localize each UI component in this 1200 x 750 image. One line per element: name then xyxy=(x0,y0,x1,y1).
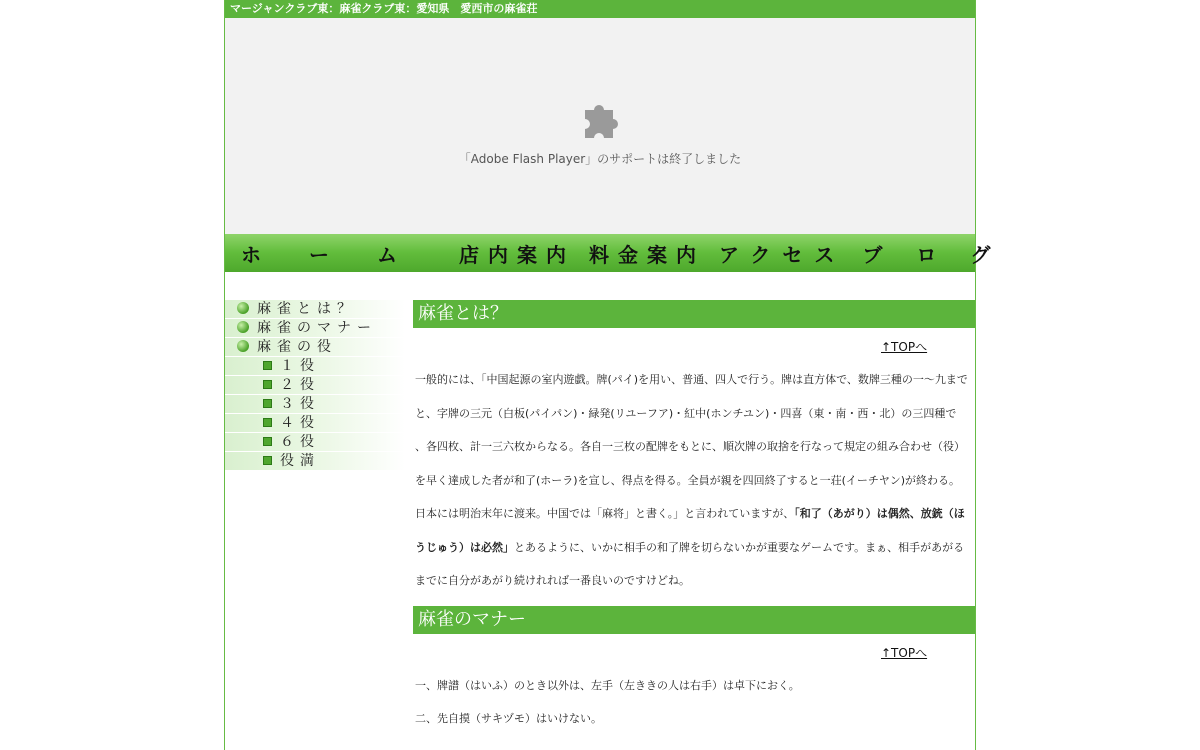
sidebar-subitem-label: ６役 xyxy=(280,434,320,450)
sidebar-subitem-label: ４役 xyxy=(280,415,320,431)
sidebar-subitem-1han[interactable] xyxy=(225,357,405,376)
sidebar-subitem-label: ２役 xyxy=(280,377,320,393)
sidebar-item-label: 麻雀とは？ xyxy=(257,301,357,317)
green-square-icon xyxy=(263,380,272,389)
nav-store-guide-link[interactable]: 店内案内 xyxy=(459,242,575,267)
top-link-row xyxy=(413,644,975,660)
site-header-title: マージャンクラブ東：麻雀クラブ東：愛知県 愛西市の麻雀荘 xyxy=(230,2,538,15)
section-title-about: 麻雀とは？ xyxy=(413,300,975,328)
nav-price-guide-link[interactable]: 料金案内 xyxy=(589,242,705,267)
about-line: 、各四枚、計一三六枚からなる。各自一三枚の配牌をもとに、順次牌の取捨を行なって規定の組み合わせ（役） xyxy=(415,440,965,453)
manner-list xyxy=(413,669,975,736)
emphasis-text: 「和了（あがり）は偶然、放銃（ほうじゅう）は必然」 xyxy=(415,507,965,554)
flash-placeholder xyxy=(225,18,975,234)
sidebar-menu xyxy=(225,300,405,471)
about-text: 日本には明治末年に渡来。中国では「麻将」と書く。」と言われていますが、 xyxy=(415,507,795,520)
site-header-bar xyxy=(225,0,975,18)
about-line: を早く達成した者が和了(ホーラ)を宣し、得点を得る。全員が親を四回終了すると一荘(イーチヤン)が終わる。 xyxy=(415,473,961,487)
sidebar-subitem-yakuman[interactable] xyxy=(225,452,405,471)
nav-blog-link[interactable]: ブログ xyxy=(862,242,1025,267)
list-item: 二、先自摸（サキヅモ）はいけない。 xyxy=(415,712,602,725)
sidebar-item-yaku[interactable] xyxy=(225,338,405,357)
nav-access-link[interactable]: アクセス xyxy=(719,242,847,267)
about-line: 一般的には、「中国起源の室内遊戯。牌(パイ)を用い、普通、四人で行う。牌は直方体で、数牌三種の一～九まで xyxy=(415,373,968,386)
green-square-icon xyxy=(263,437,272,446)
green-ball-icon xyxy=(237,340,249,352)
section-title-manners: 麻雀のマナー xyxy=(413,606,975,634)
sidebar-item-manners[interactable] xyxy=(225,319,405,338)
puzzle-piece-icon xyxy=(579,96,623,140)
green-ball-icon xyxy=(237,302,249,314)
back-to-top-link[interactable]: ↑TOPへ xyxy=(881,340,928,354)
list-item: 一、牌譜（はいふ）のとき以外は、左手（左ききの人は右手）は卓下におく。 xyxy=(415,678,800,692)
green-square-icon xyxy=(263,399,272,408)
sidebar-item-label: 麻雀の役 xyxy=(257,339,337,355)
back-to-top-link[interactable]: ↑TOPへ xyxy=(881,645,928,660)
sidebar-subitem-6han[interactable] xyxy=(225,433,405,452)
sidebar-item-label: 麻雀のマナー xyxy=(257,320,377,336)
sidebar-subitem-label: ３役 xyxy=(280,396,320,412)
sidebar-subitem-label: １役 xyxy=(280,358,320,374)
about-text: とあるように、いかに相手の和了牌を切らないかが重要なゲームです。まぁ、相手があがるまでに自分があがり続けれれば一番良いのですけどね。 xyxy=(415,540,965,587)
main-nav-bar xyxy=(225,234,1025,272)
page-container xyxy=(224,0,1025,750)
green-ball-icon xyxy=(237,321,249,333)
about-paragraph xyxy=(413,363,975,598)
green-square-icon xyxy=(263,418,272,427)
green-square-icon xyxy=(263,456,272,465)
nav-home-link[interactable]: ホーム xyxy=(241,242,445,267)
main-content xyxy=(413,300,975,736)
sidebar-subitem-label: 役満 xyxy=(280,453,320,469)
sidebar-item-about[interactable] xyxy=(225,300,405,319)
sidebar-subitem-3han[interactable] xyxy=(225,395,405,414)
sidebar-subitem-2han[interactable] xyxy=(225,376,405,395)
sidebar-subitem-4han[interactable] xyxy=(225,414,405,433)
top-link-row xyxy=(413,338,975,354)
green-square-icon xyxy=(263,361,272,370)
about-line: と、字牌の三元（白板(パイパン)・緑発(リユーフア)・紅中(ホンチユン)・四喜（東・南・西・北）の三四種で xyxy=(415,406,957,420)
about-line xyxy=(415,497,975,598)
flash-unsupported-message: 「Adobe Flash Player」のサポートは終了しました xyxy=(458,152,742,166)
